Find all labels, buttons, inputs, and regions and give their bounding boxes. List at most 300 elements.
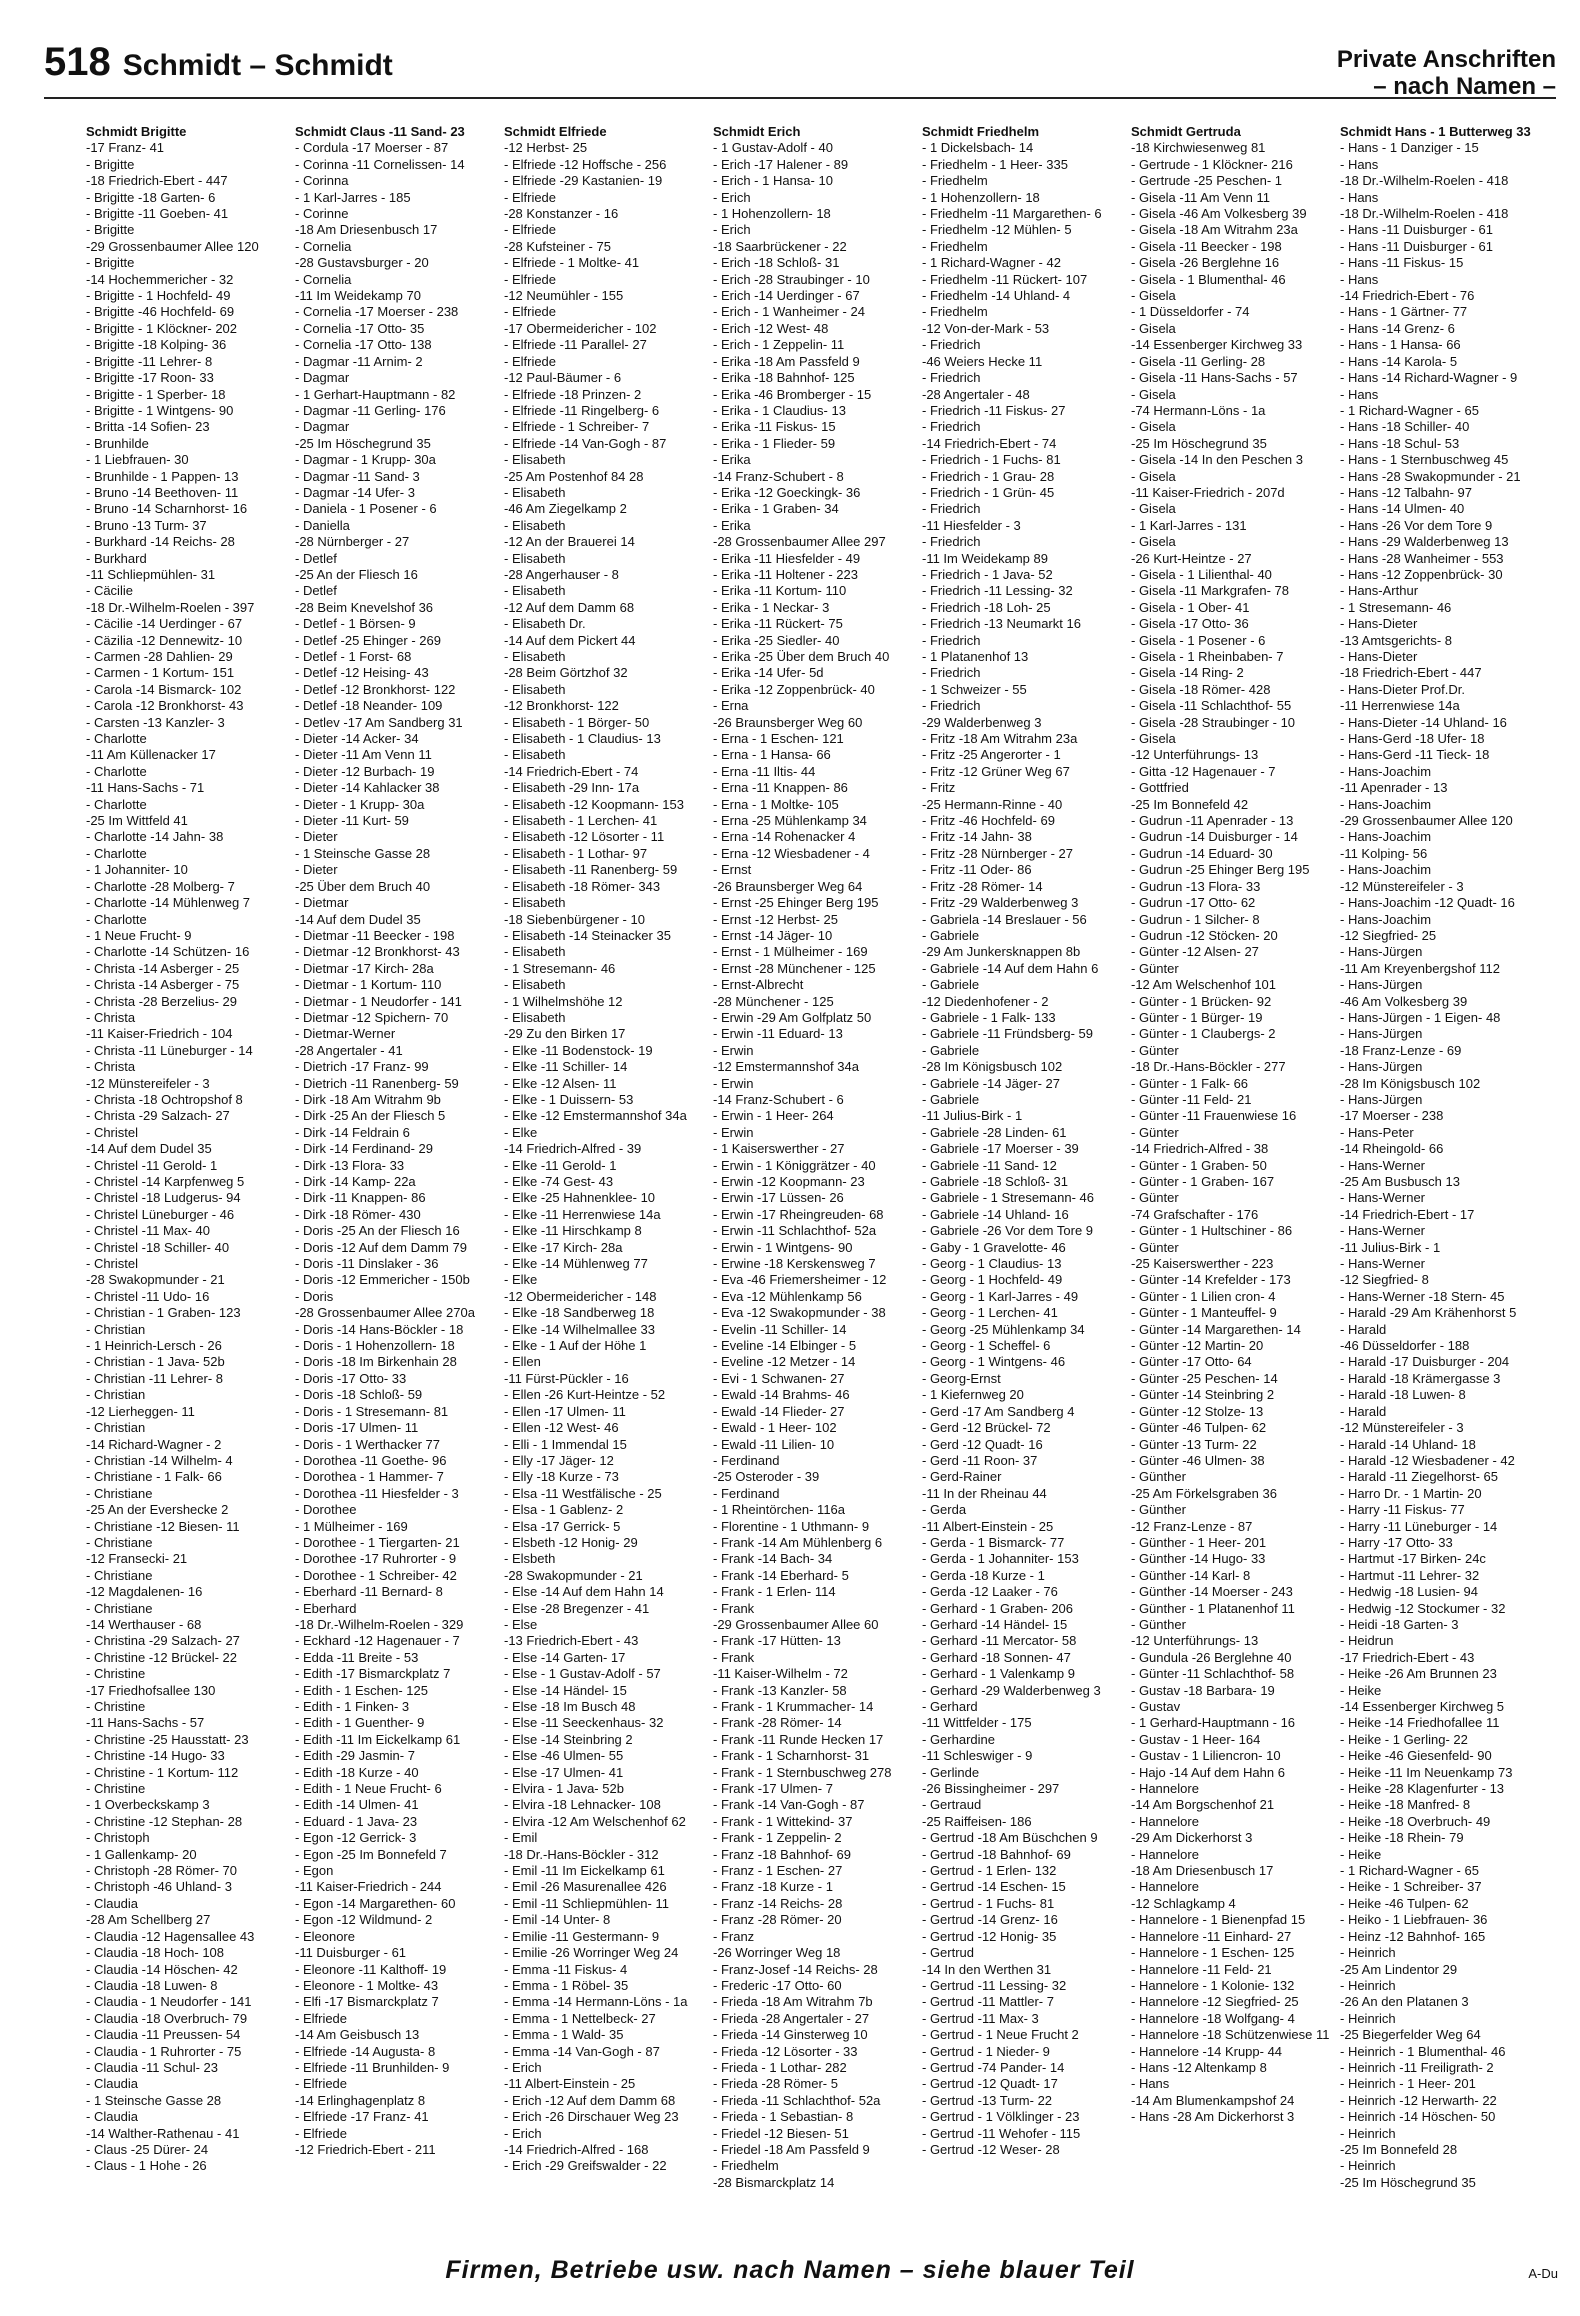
listing-entry: - Else -28 Bregenzer - 41 [504, 1600, 650, 1616]
listing-entry: - Brigitte -11 Lehrer- 8 [86, 353, 213, 369]
listing-entry: - Elfriede [504, 271, 557, 287]
listing-entry: - Günter -13 Turm- 22 [1131, 1436, 1257, 1452]
listing-entry: - Ellen -17 Ulmen- 11 [504, 1403, 626, 1419]
listing-entry: -14 Essenberger Kirchweg 33 [1131, 337, 1303, 353]
listing-entry: -12 An der Brauerei 14 [504, 534, 635, 550]
listing-entry: - Christine - 1 Kortum- 112 [86, 1764, 239, 1780]
listing-entry: - Günter -46 Ulmen- 38 [1131, 1452, 1265, 1468]
listing-entry: - Erna -14 Rohenacker 4 [713, 829, 856, 845]
listing-entry: - Eleonore [295, 1928, 355, 1944]
listing-entry: - Charlotte -28 Molberg- 7 [86, 878, 235, 894]
listing-entry: - Erich -28 Straubinger - 10 [713, 271, 870, 287]
listing-entry: - Gertrud - 1 Fuchs- 81 [922, 1895, 1055, 1911]
listing-entry: -13 Friedrich-Ebert - 43 [504, 1633, 639, 1649]
listing-entry: - Ernst -12 Herbst- 25 [713, 911, 838, 927]
listing-entry: - Elisabeth [504, 484, 566, 500]
listing-entry: - Friedrich [922, 665, 981, 681]
listing-entry: - Erich -18 Schloß- 31 [713, 255, 840, 271]
listing-entry: - 1 Gerhart-Hauptmann - 82 [295, 386, 456, 402]
listing-entry: -25 Am Lindentor 29 [1340, 1961, 1458, 1977]
listing-entry: - Elke -11 Herrenwiese 14a [504, 1206, 661, 1222]
listing-entry: -18 Franz-Lenze - 69 [1340, 1042, 1462, 1058]
listing-entry: - Erich [504, 2059, 542, 2075]
listing-entry: - Harry -17 Otto- 33 [1340, 1534, 1453, 1550]
column-head-entry: Schmidt Erich [713, 124, 801, 139]
listing-entry: - Gudrun -25 Ehinger Berg 195 [1131, 862, 1310, 878]
listing-entry: - Gabriele -11 Fründsberg- 59 [922, 1026, 1094, 1042]
listing-entry: -11 Kaiser-Friedrich - 207d [1131, 484, 1285, 500]
listing-entry: -11 Kaiser-Wilhelm - 72 [713, 1666, 848, 1682]
listing-entry: -11 Kolping- 56 [1340, 845, 1428, 861]
listing-entry: - Elfriede [504, 222, 557, 238]
listing-entry: - Fritz -25 Angerorter - 1 [922, 747, 1061, 763]
listing-entry: - Britta -14 Sofien- 23 [86, 419, 210, 435]
listing-entry: - Günther [1131, 1616, 1186, 1632]
listing-entry: - Gertrud -18 Am Büschchen 9 [922, 1830, 1098, 1846]
listing-entry: - Erich [713, 222, 751, 238]
listing-entry: -28 Bismarckplatz 14 [713, 2174, 835, 2190]
listing-entry: - Elisabeth - 1 Börger- 50 [504, 714, 650, 730]
listing-entry: -28 Konstanzer - 16 [504, 206, 619, 222]
listing-entry: -25 Kaiserswerther - 223 [1131, 1256, 1274, 1272]
listing-entry: - Friedrich - 1 Grün- 45 [922, 484, 1055, 500]
listing-entry: - Christian [86, 1420, 146, 1436]
listing-entry: - Günther -14 Hugo- 33 [1131, 1551, 1266, 1567]
listing-entry: -14 Richard-Wagner - 2 [86, 1436, 222, 1452]
listing-entry: - Gerd -12 Brückel- 72 [922, 1420, 1051, 1436]
listing-entry: - Erika [713, 517, 751, 533]
listing-entry: - Detlef -18 Neander- 109 [295, 698, 443, 714]
listing-entry: - Frank - 1 Wittekind- 37 [713, 1813, 853, 1829]
listing-entry: - Claus -25 Dürer- 24 [86, 2141, 209, 2157]
listing-entry: - Elisabeth -14 Steinacker 35 [504, 927, 671, 943]
listing-entry: - Heike -14 Friedhofallee 11 [1340, 1715, 1500, 1731]
listing-entry: - Hans-Werner -18 Stern- 45 [1340, 1288, 1505, 1304]
listing-entry: -12 Obermeidericher - 148 [504, 1288, 657, 1304]
listing-entry: - Gabriele -14 Auf dem Hahn 6 [922, 960, 1099, 976]
listing-entry: - Elfriede - 1 Moltke- 41 [504, 255, 640, 271]
listing-entry: - Ellen -12 West- 46 [504, 1420, 619, 1436]
listing-entry: - Frank - 1 Erlen- 114 [713, 1584, 836, 1600]
listing-entry: - Else -14 Auf dem Hahn 14 [504, 1584, 664, 1600]
listing-entry: - Christian [86, 1387, 146, 1403]
listing-entry: - Doris - 1 Stresemann- 81 [295, 1403, 449, 1419]
listing-entry: - Ewald -11 Lilien- 10 [713, 1436, 835, 1452]
listing-entry: - Dietmar -12 Spichern- 70 [295, 1009, 449, 1025]
listing-entry: - Gerd -11 Roon- 37 [922, 1452, 1038, 1468]
listing-entry: - Erna -11 Knappen- 86 [713, 780, 848, 796]
listing-entry: - Evelin -11 Schiller- 14 [713, 1321, 847, 1337]
listing-entry: - Erwin -29 Am Golfplatz 50 [713, 1009, 872, 1025]
listing-entry: - Gisela -26 Berglehne 16 [1131, 255, 1280, 271]
listing-entry: - Harald [1340, 1403, 1387, 1419]
listing-entry: - Dorothea - 1 Hammer- 7 [295, 1469, 444, 1485]
listing-entry: - Hans-Joachim -12 Quadt- 16 [1340, 895, 1515, 911]
listing-entry: - 1 Heinrich-Lersch - 26 [86, 1338, 222, 1354]
listing-entry: - Gisela [1131, 288, 1176, 304]
listing-entry: - Dietmar - 1 Kortum- 110 [295, 977, 442, 993]
listing-entry: -11 Julius-Birk - 1 [922, 1108, 1023, 1124]
listing-entry: - Edda -11 Breite - 53 [295, 1649, 419, 1665]
listing-entry: -12 Unterführungs- 13 [1131, 747, 1259, 763]
listing-entry: - Günter - 1 Lilien cron- 4 [1131, 1288, 1276, 1304]
listing-entry: - Fritz -28 Nürnberger - 27 [922, 845, 1073, 861]
listing-entry: -18 Dr.-Wilhelm-Roelen - 418 [1340, 206, 1509, 222]
listing-entry: - Gerhard - 1 Graben- 206 [922, 1600, 1074, 1616]
listing-entry: - Gertrud -12 Weser- 28 [922, 2141, 1060, 2157]
listing-entry: - Else -46 Ulmen- 55 [504, 1748, 624, 1764]
listing-entry: - Heinrich [1340, 2158, 1396, 2174]
listing-entry: - Elisabeth -12 Koopmann- 153 [504, 796, 684, 812]
listing-entry: - Detlef - 1 Börsen- 9 [295, 616, 416, 632]
listing-entry: - 1 Richard-Wagner - 42 [922, 255, 1061, 271]
listing-entry: -17 Friedhofsallee 130 [86, 1682, 216, 1698]
listing-entry: - Gerhard -18 Sonnen- 47 [922, 1649, 1071, 1665]
listing-entry: - Gudrun -13 Flora- 33 [1131, 878, 1261, 894]
listing-entry: - Else - 1 Gustav-Adolf - 57 [504, 1666, 661, 1682]
listing-entry: - Gisela -46 Am Volkesberg 39 [1131, 206, 1307, 222]
listing-entry: - Christian -14 Wilhelm- 4 [86, 1452, 233, 1468]
listing-entry: - 1 Liebfrauen- 30 [86, 452, 189, 468]
listing-entry: - Christel -18 Schiller- 40 [86, 1239, 230, 1255]
listing-entry: - 1 Gerhard-Hauptmann - 16 [1131, 1715, 1296, 1731]
listing-entry: - Hans-Dieter [1340, 649, 1418, 664]
listing-entry: - Hans -18 Schul- 53 [1340, 435, 1460, 451]
listing-entry: - Cornelia [295, 271, 352, 287]
listing-entry: - Gerda - 1 Johanniter- 153 [922, 1551, 1079, 1567]
listing-entry: - Eva -12 Swakopmunder - 38 [713, 1305, 886, 1321]
listing-entry: - Gertrud -11 Wehofer - 115 [922, 2125, 1081, 2141]
listing-entry: - Hannelore - 1 Eschen- 125 [1131, 1945, 1295, 1961]
listing-entry: - Hans-Jürgen [1340, 944, 1423, 960]
listing-entry: - Elsa -17 Gerrick- 5 [504, 1518, 621, 1534]
listing-entry: - Friedrich -11 Fiskus- 27 [922, 402, 1066, 418]
listing-entry: - Heidi -18 Garten- 3 [1340, 1616, 1459, 1632]
listing-entry: - Frieda -14 Ginsterweg 10 [713, 2027, 868, 2043]
listing-entry: - Charlotte -14 Schützen- 16 [86, 944, 250, 960]
listing-entry: - Doris -18 Im Birkenhain 28 [295, 1354, 457, 1370]
listing-entry: - Else -17 Ulmen- 41 [504, 1764, 624, 1780]
listing-entry: - Edith -14 Ulmen- 41 [295, 1797, 419, 1813]
listing-entry: - Claudia [86, 2076, 139, 2092]
listing-entry: -18 Saarbrückener - 22 [713, 238, 847, 254]
listing-entry: - Hans -29 Walderbenweg 13 [1340, 534, 1509, 550]
listing-entry: - Hans-Joachim [1340, 763, 1432, 779]
listing-entry: - Erika -18 Am Passfeld 9 [713, 353, 860, 369]
listing-entry: - Elke [504, 1124, 538, 1140]
listing-entry: - Christel [86, 1256, 139, 1272]
listing-entry: - Gisela [1131, 320, 1176, 336]
listing-entry: -28 Swakopmunder - 21 [504, 1567, 643, 1583]
listing-entry: - 1 Platanenhof 13 [922, 649, 1029, 664]
listing-entry: - Elisabeth -11 Ranenberg- 59 [504, 862, 678, 878]
listing-entry: - Gabriele [922, 1091, 980, 1107]
listing-entry: - Frank - 1 Krummacher- 14 [713, 1699, 874, 1714]
listing-entry: - Hartmut -11 Lehrer- 32 [1340, 1567, 1480, 1583]
listing-entry: - 1 Wilhelmshöhe 12 [504, 993, 623, 1009]
listing-entry: - Heike [1340, 1682, 1382, 1698]
listing-entry: -12 Fransecki- 21 [86, 1551, 188, 1567]
listing-entry: - Hans -14 Richard-Wagner - 9 [1340, 370, 1518, 386]
listing-entry: - Dieter [295, 862, 338, 878]
listing-entry: -25 Im Wittfeld 41 [86, 813, 188, 829]
listing-entry: - Günter -14 Steinbring 2 [1131, 1387, 1275, 1403]
listing-entry: - Ewald -14 Flieder- 27 [713, 1403, 845, 1419]
listing-entry: -11 Apenrader - 13 [1340, 780, 1448, 796]
listing-entry: - Elke [504, 1272, 538, 1288]
listing-entry: - Brigitte [86, 255, 135, 271]
listing-entry: - Eva -12 Mühlenkamp 56 [713, 1288, 862, 1304]
listing-entry: - Frank -14 Van-Gogh - 87 [713, 1797, 865, 1813]
listing-entry: - Friedrich - 1 Fuchs- 81 [922, 452, 1061, 468]
listing-entry: - Dorothee - 1 Tiergarten- 21 [295, 1534, 460, 1550]
listing-entry: - Gisela - 1 Ober- 41 [1131, 599, 1250, 615]
listing-entry: - Hannelore -18 Schützenwiese 11 [1131, 2027, 1330, 2043]
listing-entry: - Franz - 1 Eschen- 27 [713, 1863, 843, 1879]
listing-entry: -12 Lierheggen- 11 [86, 1403, 195, 1419]
listing-entry: -11 Duisburger - 61 [295, 1945, 407, 1961]
listing-entry: - Gabriele [922, 927, 980, 943]
listing-entry: - Dieter -12 Burbach- 19 [295, 763, 435, 779]
listing-entry: - Gabriele -11 Sand- 12 [922, 1157, 1057, 1173]
listing-entry: -18 Am Driesenbusch 17 [1131, 1863, 1274, 1879]
listing-entry: - 1 Richard-Wagner - 65 [1340, 1863, 1479, 1879]
listing-entry: - Emilie -26 Worringer Weg 24 [504, 1945, 679, 1961]
listing-entry: - Dirk -14 Feldrain 6 [295, 1124, 410, 1140]
listing-entry: - Günter - 1 Bürger- 19 [1131, 1009, 1263, 1025]
listing-entry: - Gertraud [922, 1797, 982, 1813]
listing-entry: -29 Zu den Birken 17 [504, 1026, 626, 1042]
listing-entry: - Charlotte -14 Mühlenweg 7 [86, 895, 251, 911]
listing-entry: - Friedhelm -11 Margarethen- 6 [922, 206, 1102, 222]
listing-entry: - Georg - 1 Scheffel- 6 [922, 1338, 1051, 1354]
listing-entry: - Erwin - 1 Wintgens- 90 [713, 1239, 853, 1255]
listing-entry: - Günter -14 Margarethen- 14 [1131, 1321, 1301, 1337]
listing-entry: - Hans -11 Fiskus- 15 [1340, 255, 1464, 271]
listing-entry: - Elfriede -11 Brunhilden- 9 [295, 2059, 450, 2075]
listing-entry: - Hans -26 Vor dem Tore 9 [1340, 517, 1493, 533]
listing-entry: - Elfriede [295, 2076, 348, 2092]
listing-entry: -28 Im Königsbusch 102 [1340, 1075, 1481, 1091]
listing-entry: - Gerda [922, 1502, 967, 1518]
listing-entry: - Doris - 1 Hohenzollern- 18 [295, 1338, 455, 1354]
listing-entry: - Christa [86, 1009, 136, 1025]
listing-entry: -11 Kaiser-Friedrich - 104 [86, 1026, 233, 1042]
listing-entry: - Gisela -14 Ring- 2 [1131, 665, 1244, 681]
listing-entry: -46 Am Volkesberg 39 [1340, 993, 1468, 1009]
listing-entry: - Elisabeth [504, 747, 566, 763]
listing-entry: - Friedrich - 1 Java- 52 [922, 566, 1053, 582]
listing-entry: -11 In der Rheinau 44 [922, 1485, 1047, 1501]
listing-entry: - Carola -12 Bronkhorst- 43 [86, 698, 244, 714]
listing-entry: - Frank -13 Kanzler- 58 [713, 1682, 847, 1698]
listing-entry: - Charlotte [86, 911, 147, 927]
listing-entry: - Dieter - 1 Krupp- 30a [295, 796, 425, 812]
listing-entry: - Gertrud -13 Turm- 22 [922, 2092, 1053, 2108]
listing-entry: - Dagmar -11 Sand- 3 [295, 468, 420, 484]
listing-entry: - Christian -11 Lehrer- 8 [86, 1370, 224, 1386]
listing-entry: - Elisabeth [504, 517, 566, 533]
listing-entry: - Heike -18 Rhein- 79 [1340, 1830, 1464, 1846]
listing-entry: - Günter [1131, 1124, 1179, 1140]
listing-entry: -12 Siegfried- 25 [1340, 927, 1437, 943]
listing-entry: -14 Rheingold- 66 [1340, 1141, 1444, 1157]
listing-entry: - Friedhelm [922, 173, 988, 189]
listing-entry: - Elisabeth -12 Lösorter - 11 [504, 829, 665, 845]
listing-entry: - Dietmar -17 Kirch- 28a [295, 960, 434, 976]
listing-entry: -18 Dr.-Hans-Böckler - 277 [1131, 1059, 1286, 1075]
listing-entry: - Frank -28 Römer- 14 [713, 1715, 842, 1731]
listing-entry: - Erich - 1 Zeppelin- 11 [713, 337, 845, 353]
page-header-right [1337, 46, 1556, 100]
listing-entry: -14 Am Geisbusch 13 [295, 2027, 420, 2043]
listing-entry: - Erika -11 Rückert- 75 [713, 616, 843, 632]
listing-entry: - Else -11 Seeckenhaus- 32 [504, 1715, 664, 1731]
listing-entry: - Hannelore -14 Krupp- 44 [1131, 2043, 1283, 2059]
listing-entry: -29 Grossenbaumer Allee 120 [86, 238, 259, 254]
listing-entry: - Brigitte -46 Hochfeld- 69 [86, 304, 235, 320]
listing-entry: - Brigitte - 1 Wintgens- 90 [86, 402, 234, 418]
listing-entry: - Gertrud -11 Max- 3 [922, 2010, 1039, 2026]
listing-entry: - Erika -25 Siedler- 40 [713, 632, 840, 648]
listing-entry: - Georg - 1 Hochfeld- 49 [922, 1272, 1063, 1288]
listing-entry: - Elisabeth [504, 550, 566, 566]
listing-entry: -11 Am Kreyenbergshof 112 [1340, 960, 1500, 976]
listing-entry: -12 Herbst- 25 [504, 140, 588, 156]
listing-entry: - Hans - 1 Sternbuschweg 45 [1340, 452, 1509, 468]
listing-entry: - Bruno -14 Beethoven- 11 [86, 484, 239, 500]
listing-entry: - Elfriede -17 Franz- 41 [295, 2109, 429, 2125]
listing-entry: - Friedrich [922, 632, 981, 648]
listing-entry: - Hans [1340, 189, 1379, 205]
listing-entry: - Fritz -11 Oder- 86 [922, 862, 1032, 878]
listing-entry: - Erna - 1 Moltke- 105 [713, 796, 839, 812]
listing-entry: - Dorothee [295, 1502, 357, 1518]
listing-entry: - Brigitte [86, 156, 135, 172]
listing-entry: - Friedrich [922, 501, 981, 517]
listing-entry: - Emma - 1 Nettelbeck- 27 [504, 2010, 656, 2026]
listing-entry: - Christiane -12 Biesen- 11 [86, 1518, 240, 1534]
listing-entry: -28 Angertaler - 41 [295, 1042, 403, 1058]
listing-entry: - Elfriede [504, 353, 557, 369]
listing-entry: - Elfriede -14 Augusta- 8 [295, 2043, 436, 2059]
listing-entry: - Erich -14 Uerdinger - 67 [713, 288, 860, 304]
listing-entry: - Daniella [295, 517, 350, 533]
listing-entry: - Harald -18 Luwen- 8 [1340, 1387, 1466, 1403]
listing-entry: - Gisela -17 Otto- 36 [1131, 616, 1249, 632]
listing-entry: - Elke -12 Emstermannshof 34a [504, 1108, 687, 1124]
listing-entry: -12 Auf dem Damm 68 [504, 599, 635, 615]
listing-entry: - Gustav [1131, 1699, 1181, 1714]
listing-entry: - Heidrun [1340, 1633, 1394, 1649]
listing-entry: -28 Angertaler - 48 [922, 386, 1030, 402]
listing-entry: - Frank -11 Runde Hecken 17 [713, 1731, 884, 1747]
listing-entry: - Elisabeth [504, 649, 566, 664]
listing-entry: -14 Friedrich-Alfred - 168 [504, 2141, 649, 2157]
listing-entry: - Brigitte -18 Garten- 6 [86, 189, 216, 205]
listing-entry: -11 Hans-Sachs - 57 [86, 1715, 205, 1731]
listing-entry: - Hannelore -11 Einhard- 27 [1131, 1928, 1292, 1944]
listing-entry: - Günter -11 Feld- 21 [1131, 1091, 1252, 1107]
listing-entry: - Hans-Peter [1340, 1124, 1414, 1140]
listing-entry: - Erika - 1 Neckar- 3 [713, 599, 830, 615]
listing-entry: - Gisela -14 In den Peschen 3 [1131, 452, 1303, 468]
listing-entry: - Elisabeth [504, 944, 566, 960]
listing-entry: - Corinna -11 Cornelissen- 14 [295, 156, 465, 172]
listing-entry: - Friedrich [922, 698, 981, 714]
listing-entry: - Erika -11 Hiesfelder - 49 [713, 550, 861, 566]
listing-entry: -29 Grossenbaumer Allee 120 [1340, 813, 1513, 829]
listing-entry: - Doris -14 Hans-Böckler - 18 [295, 1321, 464, 1337]
listing-entry: - Emilie -11 Gestermann- 9 [504, 1928, 660, 1944]
listing-entry: - Heike -28 Klagenfurter - 13 [1340, 1781, 1505, 1797]
listing-entry: - Ernst -25 Ehinger Berg 195 [713, 895, 879, 911]
listing-entry: - Elfriede - 1 Schreiber- 7 [504, 419, 650, 435]
listing-entry: - Elfriede -18 Prinzen- 2 [504, 386, 642, 402]
listing-entry: - Eduard - 1 Java- 23 [295, 1813, 418, 1829]
listing-entry: - Egon -12 Wildmund- 2 [295, 1912, 433, 1928]
listing-entry: - Fritz -14 Jahn- 38 [922, 829, 1032, 845]
listing-entry: - Gisela -11 Schlachthof- 55 [1131, 698, 1292, 714]
listing-entry: - Dorothea -11 Goethe- 96 [295, 1452, 447, 1468]
listing-entry: -28 Am Schellberg 27 [86, 1912, 211, 1928]
listing-entry: - Florentine - 1 Uthmann- 9 [713, 1518, 870, 1534]
listing-entry: - Edith - 1 Guenther- 9 [295, 1715, 425, 1731]
listing-entry: - Christel -14 Karpfenweg 5 [86, 1174, 245, 1189]
listing-entry: - Carsten -13 Kanzler- 3 [86, 714, 225, 730]
listing-entry: - Edith - 1 Neue Frucht- 6 [295, 1781, 442, 1797]
listing-column [1131, 124, 1336, 2224]
listing-entry: - Heinrich [1340, 2125, 1396, 2141]
listing-entry: -11 Hiesfelder - 3 [922, 517, 1021, 533]
listing-entry: - Cornelia -17 Otto- 35 [295, 320, 425, 336]
listing-entry: - Claudia [86, 1895, 139, 1911]
listing-entry: - Fritz -46 Hochfeld- 69 [922, 813, 1055, 829]
listing-entry: -14 Friedrich-Ebert - 74 [922, 435, 1057, 451]
listing-entry: - Elly -17 Jäger- 12 [504, 1452, 614, 1468]
listing-entry: - Egon -14 Margarethen- 60 [295, 1895, 456, 1911]
listing-entry: - Claudia -11 Preussen- 54 [86, 2027, 241, 2043]
listing-entry: - Christine -14 Hugo- 33 [86, 1748, 225, 1764]
listing-entry: - Hans [1340, 156, 1379, 172]
listing-entry: - Elfriede -12 Hoffsche - 256 [504, 156, 667, 172]
listing-entry: - Christine -12 Stephan- 28 [86, 1813, 243, 1829]
listing-entry: - Cordula -17 Moerser - 87 [295, 140, 449, 156]
listing-entry: -14 Friedrich-Ebert - 76 [1340, 288, 1475, 304]
listing-entry: - Christel [86, 1124, 139, 1140]
listing-entry: -12 Von-der-Mark - 53 [922, 320, 1050, 336]
listing-entry: - Ernst -28 Münchener - 125 [713, 960, 876, 976]
listing-entry: - Hans -14 Ulmen- 40 [1340, 501, 1465, 517]
listing-entry: - Elfriede [504, 189, 557, 205]
listing-entry: - Erika -11 Fiskus- 15 [713, 419, 836, 435]
listing-entry: -11 Julius-Birk - 1 [1340, 1239, 1441, 1255]
listing-entry: -26 Braunsberger Weg 64 [713, 878, 863, 894]
listing-entry: -17 Moerser - 238 [1340, 1108, 1444, 1124]
listing-entry: - Christel -18 Ludgerus- 94 [86, 1190, 241, 1206]
listing-entry: -18 Dr.-Wilhelm-Roelen - 329 [295, 1616, 464, 1632]
listing-entry: - Detlef [295, 550, 337, 566]
listing-entry: - Hans-Dieter Prof.Dr. [1340, 681, 1465, 697]
listing-entry: - Elsbeth [504, 1551, 556, 1567]
listing-entry: - Hannelore [1131, 1846, 1199, 1862]
listing-entry: - Hans -12 Talbahn- 97 [1340, 484, 1473, 500]
listing-entry: - Elisabeth [504, 583, 566, 599]
listing-entry: - Friedrich [922, 419, 981, 435]
listing-entry: - Friedrich -11 Lessing- 32 [922, 583, 1073, 599]
listing-entry: - 1 Richard-Wagner - 65 [1340, 402, 1479, 418]
listing-entry: -25 Am Postenhof 84 28 [504, 468, 644, 484]
